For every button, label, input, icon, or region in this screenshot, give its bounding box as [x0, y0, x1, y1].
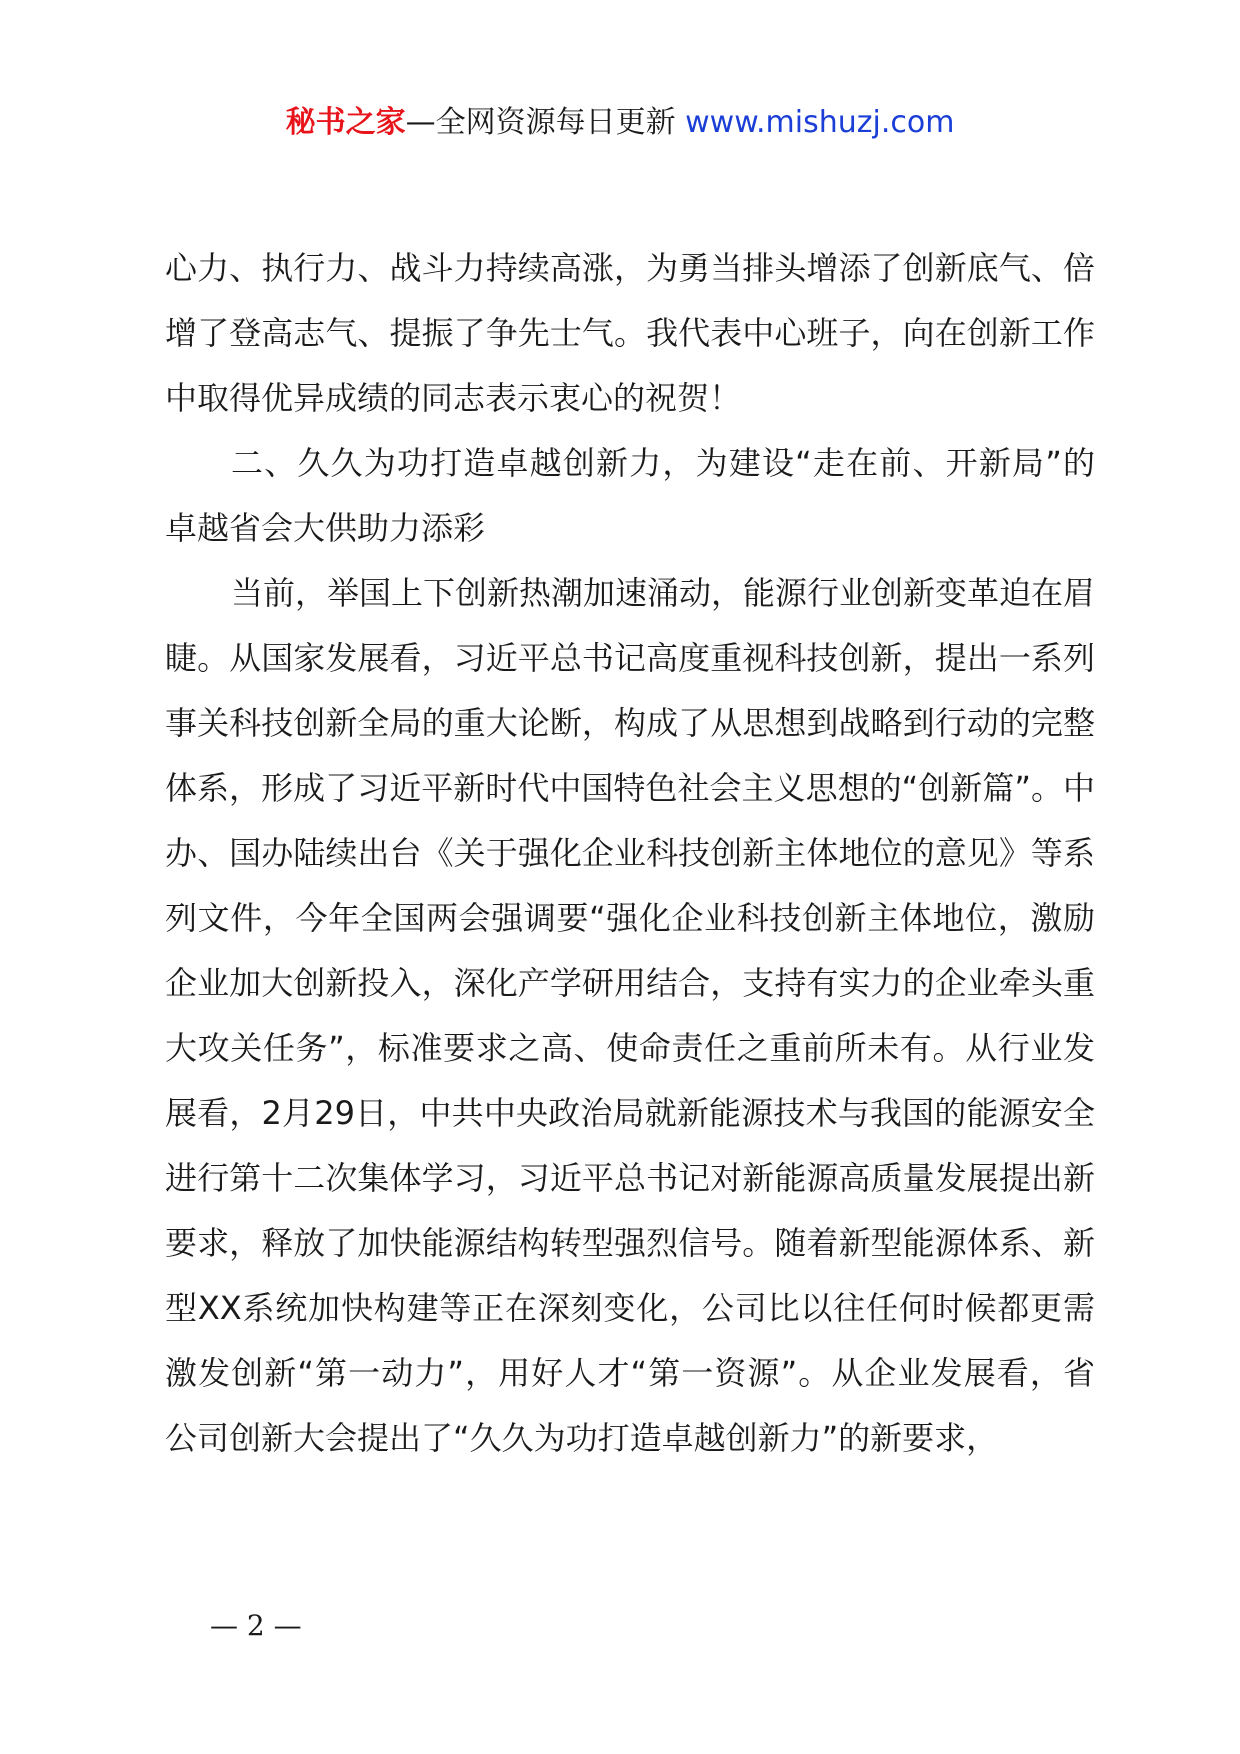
section-heading: 二、久久为功打造卓越创新力，为建设“走在前、开新局”的卓越省会大供助力添彩 [165, 444, 1095, 547]
paragraph-main: 当前，举国上下创新热潮加速涌动，能源行业创新变革迫在眉睫。从国家发展看，习近平总书记高度重视科技创新，提出一系列事关科技创新全局的重大论断，构成了从思想到战略到行动的完整体系，形成了习近平新时代中国特色社会主义思想的“创新篇”。中办、国办陆续出台《关于强化企业科技创新主体地位的意见》等系列文件，今年全国两会强调要“强化企业科技创新主体地位，激励企业加大创新投入，深化产学研用结合，支持有实力的企业牵头重大攻关任务”，标准要求之高、使命责任之重前所未有。从行业发展看，2月29日，中共中央政治局就新能源技术与我国的能源安全进行第十二次集体学习，习近平总书记对新能源高质量发展提出新要求，释放了加快能源结构转型强烈信号。随着新型能源体系、新型XX系统加快构建等正在深刻变化，公司比以往任何时候都更需激发创新“第一动力”，用好人才“第一资源”。从企业发展看，省公司创新大会提出了“久久为功打造卓越创新力”的新要求， [165, 574, 1096, 1457]
paragraph-continuation: 心力、执行力、战斗力持续高涨，为勇当排头增添了创新底气、倍增了登高志气、提振了争先士气。我代表中心班子，向在创新工作中取得优异成绩的同志表示衷心的祝贺！ [165, 249, 1095, 417]
page-number: — 2 — [210, 1609, 302, 1642]
site-url-link[interactable]: www.mishuzj.com [685, 105, 955, 140]
document-body [165, 236, 1095, 1471]
page-header [0, 100, 1240, 146]
header-tagline: —全网资源每日更新 [405, 105, 676, 140]
brand-name: 秘书之家 [285, 105, 406, 140]
